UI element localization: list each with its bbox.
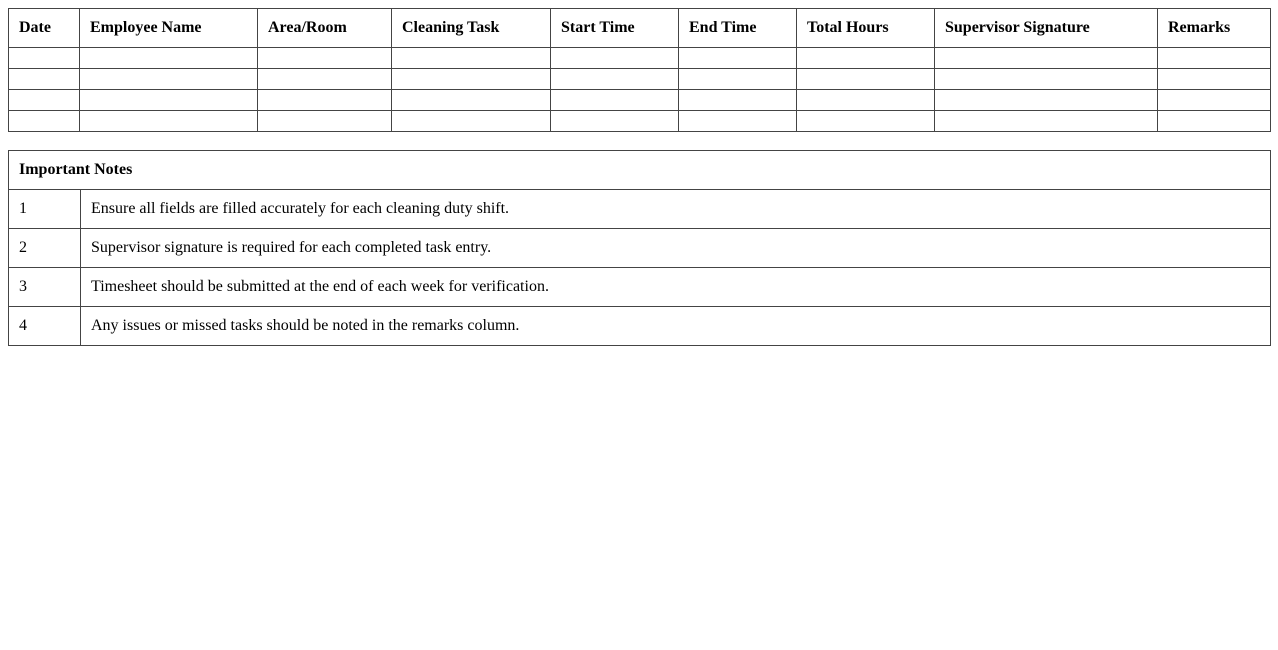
table-cell[interactable] — [258, 48, 392, 69]
table-cell[interactable] — [80, 90, 258, 111]
note-text: Supervisor signature is required for each completed task entry. — [81, 229, 1271, 268]
table-cell[interactable] — [679, 69, 797, 90]
table-cell[interactable] — [935, 90, 1158, 111]
timesheet-header-row — [9, 9, 1271, 48]
note-number: 3 — [9, 268, 81, 307]
table-row — [9, 111, 1271, 132]
table-cell[interactable] — [1158, 69, 1271, 90]
table-cell[interactable] — [392, 111, 551, 132]
table-cell[interactable] — [258, 69, 392, 90]
table-cell[interactable] — [797, 111, 935, 132]
column-header-total-hours: Total Hours — [797, 9, 935, 48]
table-cell[interactable] — [551, 111, 679, 132]
table-cell[interactable] — [258, 90, 392, 111]
note-text: Any issues or missed tasks should be noted in the remarks column. — [81, 307, 1271, 346]
table-row — [9, 69, 1271, 90]
note-number: 1 — [9, 190, 81, 229]
note-number: 2 — [9, 229, 81, 268]
table-cell[interactable] — [679, 111, 797, 132]
column-header-cleaning-task: Cleaning Task — [392, 9, 551, 48]
table-cell[interactable] — [935, 111, 1158, 132]
list-item — [9, 229, 1271, 268]
notes-title: Important Notes — [9, 151, 1271, 190]
table-cell[interactable] — [9, 69, 80, 90]
notes-header-row — [9, 151, 1271, 190]
column-header-date: Date — [9, 9, 80, 48]
table-cell[interactable] — [392, 48, 551, 69]
important-notes-table — [8, 150, 1271, 346]
table-cell[interactable] — [551, 48, 679, 69]
table-cell[interactable] — [1158, 48, 1271, 69]
table-cell[interactable] — [80, 48, 258, 69]
table-cell[interactable] — [9, 111, 80, 132]
table-cell[interactable] — [797, 90, 935, 111]
list-item — [9, 268, 1271, 307]
table-cell[interactable] — [80, 69, 258, 90]
list-item — [9, 307, 1271, 346]
table-cell[interactable] — [797, 48, 935, 69]
table-cell[interactable] — [1158, 111, 1271, 132]
table-cell[interactable] — [9, 90, 80, 111]
table-cell[interactable] — [797, 69, 935, 90]
column-header-remarks: Remarks — [1158, 9, 1271, 48]
table-cell[interactable] — [258, 111, 392, 132]
column-header-area-room: Area/Room — [258, 9, 392, 48]
table-cell[interactable] — [80, 111, 258, 132]
column-header-supervisor-signature: Supervisor Signature — [935, 9, 1158, 48]
table-cell[interactable] — [935, 69, 1158, 90]
table-cell[interactable] — [392, 90, 551, 111]
note-text: Ensure all fields are filled accurately for each cleaning duty shift. — [81, 190, 1271, 229]
table-cell[interactable] — [551, 90, 679, 111]
table-cell[interactable] — [551, 69, 679, 90]
list-item — [9, 190, 1271, 229]
table-cell[interactable] — [679, 48, 797, 69]
note-text: Timesheet should be submitted at the end of each week for verification. — [81, 268, 1271, 307]
table-cell[interactable] — [935, 48, 1158, 69]
note-number: 4 — [9, 307, 81, 346]
column-header-employee-name: Employee Name — [80, 9, 258, 48]
table-row — [9, 48, 1271, 69]
table-cell[interactable] — [9, 48, 80, 69]
table-cell[interactable] — [1158, 90, 1271, 111]
table-cell[interactable] — [392, 69, 551, 90]
column-header-start-time: Start Time — [551, 9, 679, 48]
table-cell[interactable] — [679, 90, 797, 111]
timesheet-table — [8, 8, 1271, 132]
table-row — [9, 90, 1271, 111]
column-header-end-time: End Time — [679, 9, 797, 48]
